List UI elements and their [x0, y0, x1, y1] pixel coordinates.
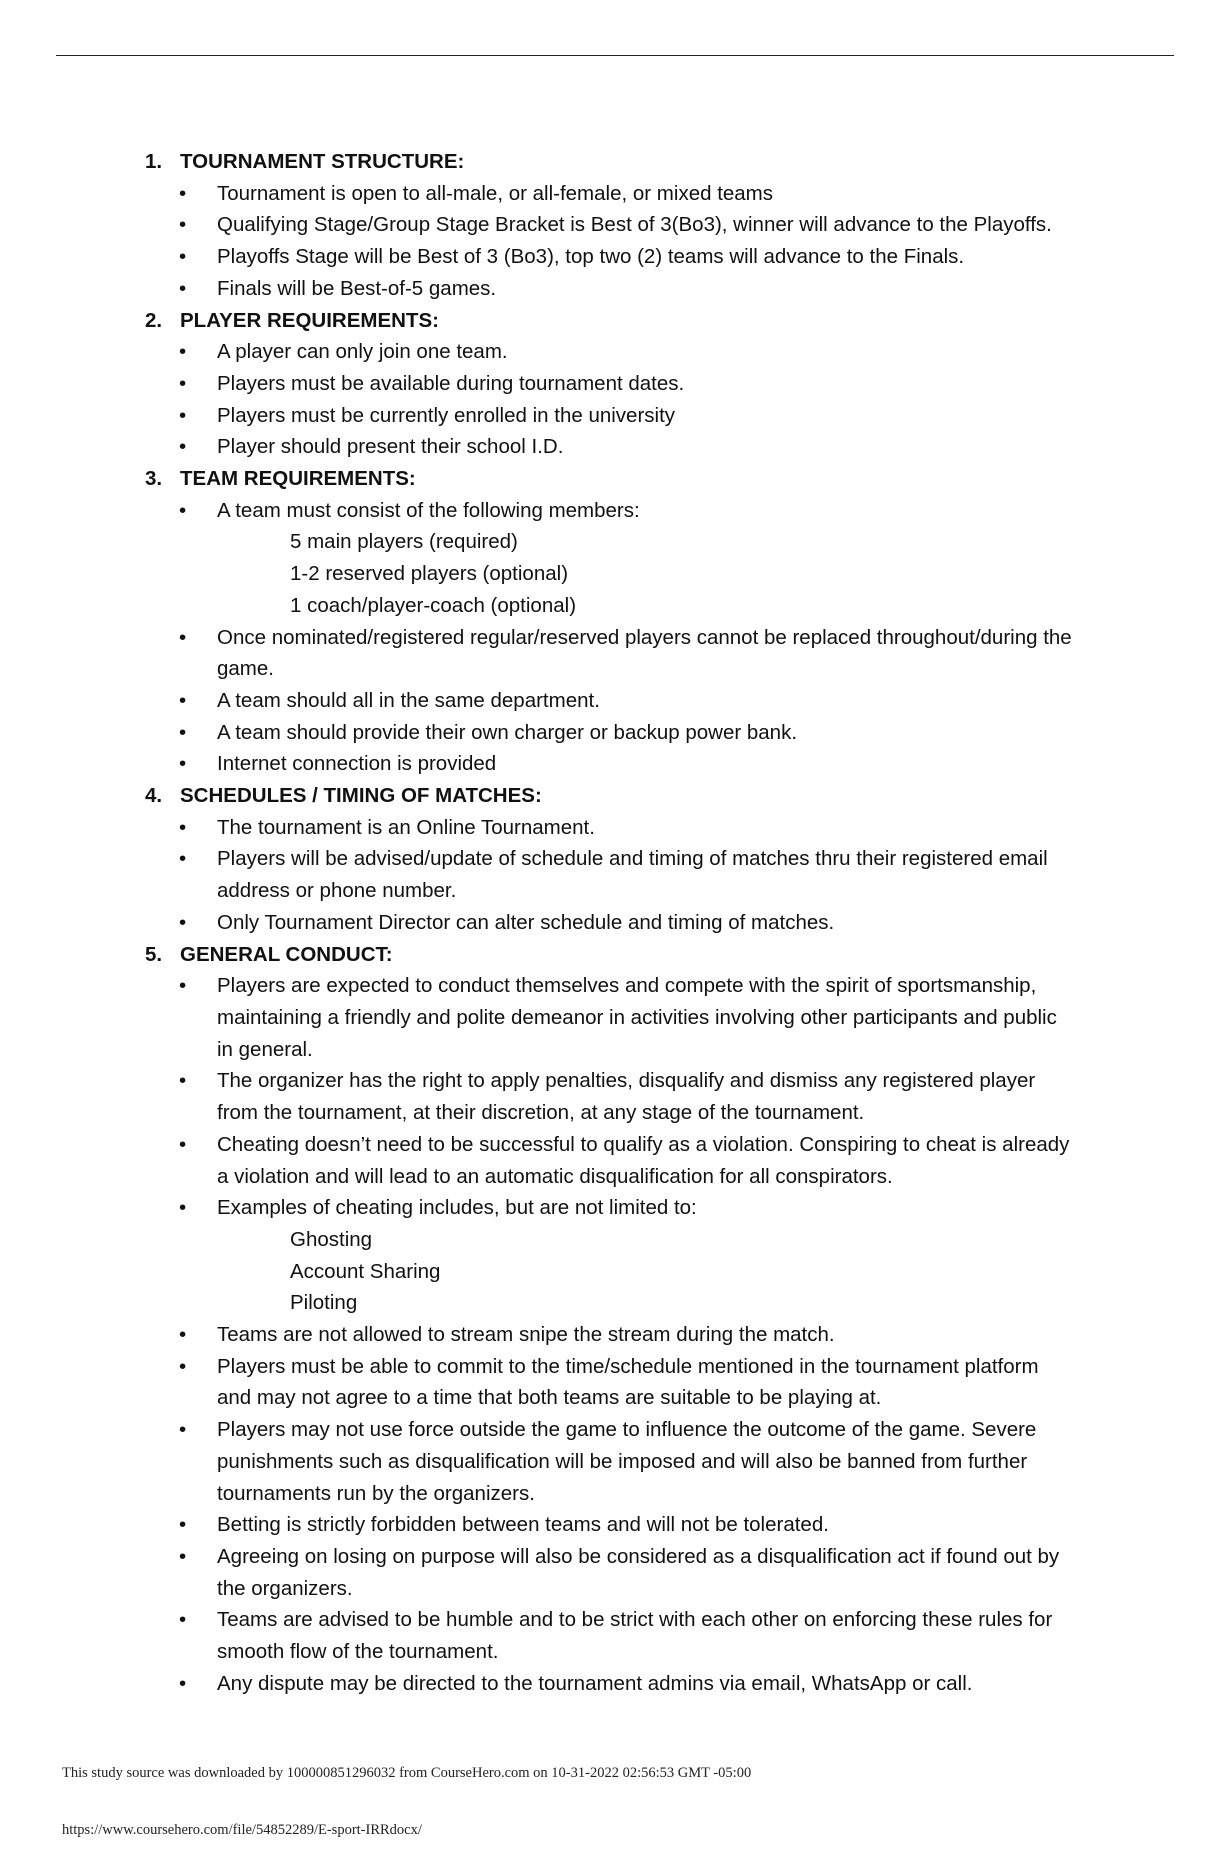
rule-text: Any dispute may be directed to the tournament admins via email, WhatsApp or call. — [217, 1671, 973, 1695]
sub-item: 1-2 reserved players (optional) — [290, 562, 569, 586]
bullet-icon: • — [179, 815, 187, 839]
bullet-icon: • — [179, 1323, 187, 1347]
rule-item — [145, 241, 1075, 273]
rule-item — [145, 431, 1075, 463]
rule-text: Once nominated/registered regular/reserved players cannot be replaced throughout/during the game. — [217, 625, 1072, 681]
rule-item — [145, 1541, 1075, 1604]
rule-item — [145, 685, 1075, 717]
section-number: 1. — [145, 150, 163, 173]
rule-item — [145, 273, 1075, 305]
section-number: 2. — [145, 308, 163, 332]
rule-item — [145, 622, 1075, 685]
section-number: 5. — [145, 942, 163, 966]
rule-item — [145, 1604, 1075, 1667]
rule-item — [145, 812, 1075, 844]
bullet-icon: • — [179, 403, 187, 427]
rule-text: Players must be available during tournament dates. — [217, 371, 685, 395]
rule-item — [145, 970, 1075, 1065]
rule-text: Betting is strictly forbidden between teams and will not be tolerated. — [217, 1513, 829, 1537]
rule-item — [145, 495, 1075, 527]
rule-item — [145, 336, 1075, 368]
rule-text: Players must be currently enrolled in the university — [217, 403, 676, 427]
bullet-icon: • — [179, 910, 187, 934]
rule-text: Tournament is open to all-male, or all-female, or mixed teams — [217, 181, 774, 205]
bullet-icon: • — [179, 245, 187, 269]
rule-item — [145, 368, 1075, 400]
rule-item — [145, 178, 1075, 210]
rule-text: Players will be advised/update of schedule and timing of matches thru their registered email address or phone number. — [217, 847, 1048, 903]
rule-item — [145, 907, 1075, 939]
rule-text: A player can only join one team. — [217, 340, 508, 364]
bullet-icon: • — [179, 1544, 187, 1568]
bullet-icon: • — [179, 1354, 187, 1378]
rule-text: Playoffs Stage will be Best of 3 (Bo3), top two (2) teams will advance to the Finals. — [217, 245, 965, 269]
rule-item — [145, 1668, 1075, 1700]
bullet-icon: • — [179, 340, 187, 364]
bullet-icon: • — [179, 498, 187, 522]
bullet-icon: • — [179, 1132, 187, 1156]
rule-text: Only Tournament Director can alter schedule and timing of matches. — [217, 910, 835, 934]
sub-item: 5 main players (required) — [290, 530, 518, 554]
rule-text: Players must be able to commit to the time/schedule mentioned in the tournament platform and may not agree to a time that both teams are suitable to be playing at. — [217, 1354, 1039, 1410]
bullet-icon: • — [179, 688, 187, 712]
rule-text: Agreeing on losing on purpose will also be considered as a disqualification act if found out by the organizers. — [217, 1544, 1060, 1600]
rule-text: Examples of cheating includes, but are not limited to: — [217, 1196, 697, 1220]
section-number: 3. — [145, 467, 163, 491]
bullet-icon: • — [179, 1671, 187, 1695]
section-title: GENERAL CONDUCT: — [180, 942, 393, 966]
section-title: TEAM REQUIREMENTS: — [180, 467, 416, 491]
rule-item — [145, 1192, 1075, 1224]
sub-item: Ghosting — [290, 1227, 373, 1251]
rule-item — [145, 1414, 1075, 1509]
section-heading — [145, 780, 1075, 812]
rule-text: Internet connection is provided — [217, 752, 497, 776]
section-heading — [145, 305, 1075, 337]
rule-text: A team should all in the same department. — [217, 688, 600, 712]
rule-text: Player should present their school I.D. — [217, 435, 564, 459]
rule-text: Teams are advised to be humble and to be strict with each other on enforcing these rules for smooth flow of the tournament. — [217, 1608, 1053, 1664]
bullet-icon: • — [179, 276, 187, 300]
rule-item — [145, 748, 1075, 780]
rule-item — [145, 1351, 1075, 1414]
rule-item — [145, 1509, 1075, 1541]
rule-item — [145, 400, 1075, 432]
rule-item — [145, 1065, 1075, 1128]
rule-text: Qualifying Stage/Group Stage Bracket is Best of 3(Bo3), winner will advance to the Playoffs. — [217, 213, 1052, 237]
section-title: PLAYER REQUIREMENTS: — [180, 308, 439, 332]
sub-item: Piloting — [290, 1291, 358, 1315]
section-heading — [145, 463, 1075, 495]
bullet-icon: • — [179, 435, 187, 459]
section-title: TOURNAMENT STRUCTURE: — [180, 150, 465, 173]
rule-text: A team should provide their own charger or backup power bank. — [217, 720, 798, 744]
rule-text: Cheating doesn’t need to be successful to qualify as a violation. Conspiring to cheat is already a violation and will lead to an automatic disqualification for all conspirators. — [217, 1132, 1070, 1188]
bullet-icon: • — [179, 625, 187, 649]
rule-text: A team must consist of the following members: — [217, 498, 640, 522]
rule-text: Finals will be Best-of-5 games. — [217, 276, 497, 300]
bullet-icon: • — [179, 1196, 187, 1220]
sub-item: 1 coach/player-coach (optional) — [290, 593, 577, 617]
section-title: SCHEDULES / TIMING OF MATCHES: — [180, 784, 542, 808]
rule-item — [145, 1129, 1075, 1192]
rule-item — [145, 209, 1075, 241]
rule-text: The tournament is an Online Tournament. — [217, 815, 595, 839]
rule-text: The organizer has the right to apply penalties, disqualify and dismiss any registered player from the tournament, at their discretion, at any stage of the tournament. — [217, 1069, 1036, 1125]
section-heading — [145, 939, 1075, 971]
download-notice: This study source was downloaded by 100000851296032 from CourseHero.com on 10-31-2022 02:56:53 GMT -05:00 — [62, 1765, 752, 1781]
bullet-icon: • — [179, 371, 187, 395]
sub-item: Account Sharing — [290, 1259, 441, 1283]
rule-text: Players may not use force outside the game to influence the outcome of the game. Severe punishments such as disqualification will be imposed and will also be banned from further tournaments run by the organizers. — [217, 1418, 1037, 1505]
rule-item — [145, 843, 1075, 906]
source-url: https://www.coursehero.com/file/54852289/E-sport-IRRdocx/ — [62, 1822, 422, 1838]
section-number: 4. — [145, 784, 163, 808]
bullet-icon: • — [179, 1069, 187, 1093]
bullet-icon: • — [179, 847, 187, 871]
header-rule — [56, 55, 1174, 56]
rule-item — [145, 1319, 1075, 1351]
bullet-icon: • — [179, 1608, 187, 1632]
rule-item — [145, 717, 1075, 749]
rule-text: Teams are not allowed to stream snipe the stream during the match. — [217, 1323, 835, 1347]
bullet-icon: • — [179, 1418, 187, 1442]
bullet-icon: • — [179, 181, 187, 205]
rules-document — [145, 146, 1075, 1699]
section-heading — [145, 146, 1075, 178]
rule-text: Players are expected to conduct themselves and compete with the spirit of sportsmanship, maintaining a friendly and polite demeanor in activities involving other participants and public in general. — [217, 974, 1057, 1061]
bullet-icon: • — [179, 974, 187, 998]
bullet-icon: • — [179, 1513, 187, 1537]
bullet-icon: • — [179, 720, 187, 744]
bullet-icon: • — [179, 752, 187, 776]
bullet-icon: • — [179, 213, 187, 237]
